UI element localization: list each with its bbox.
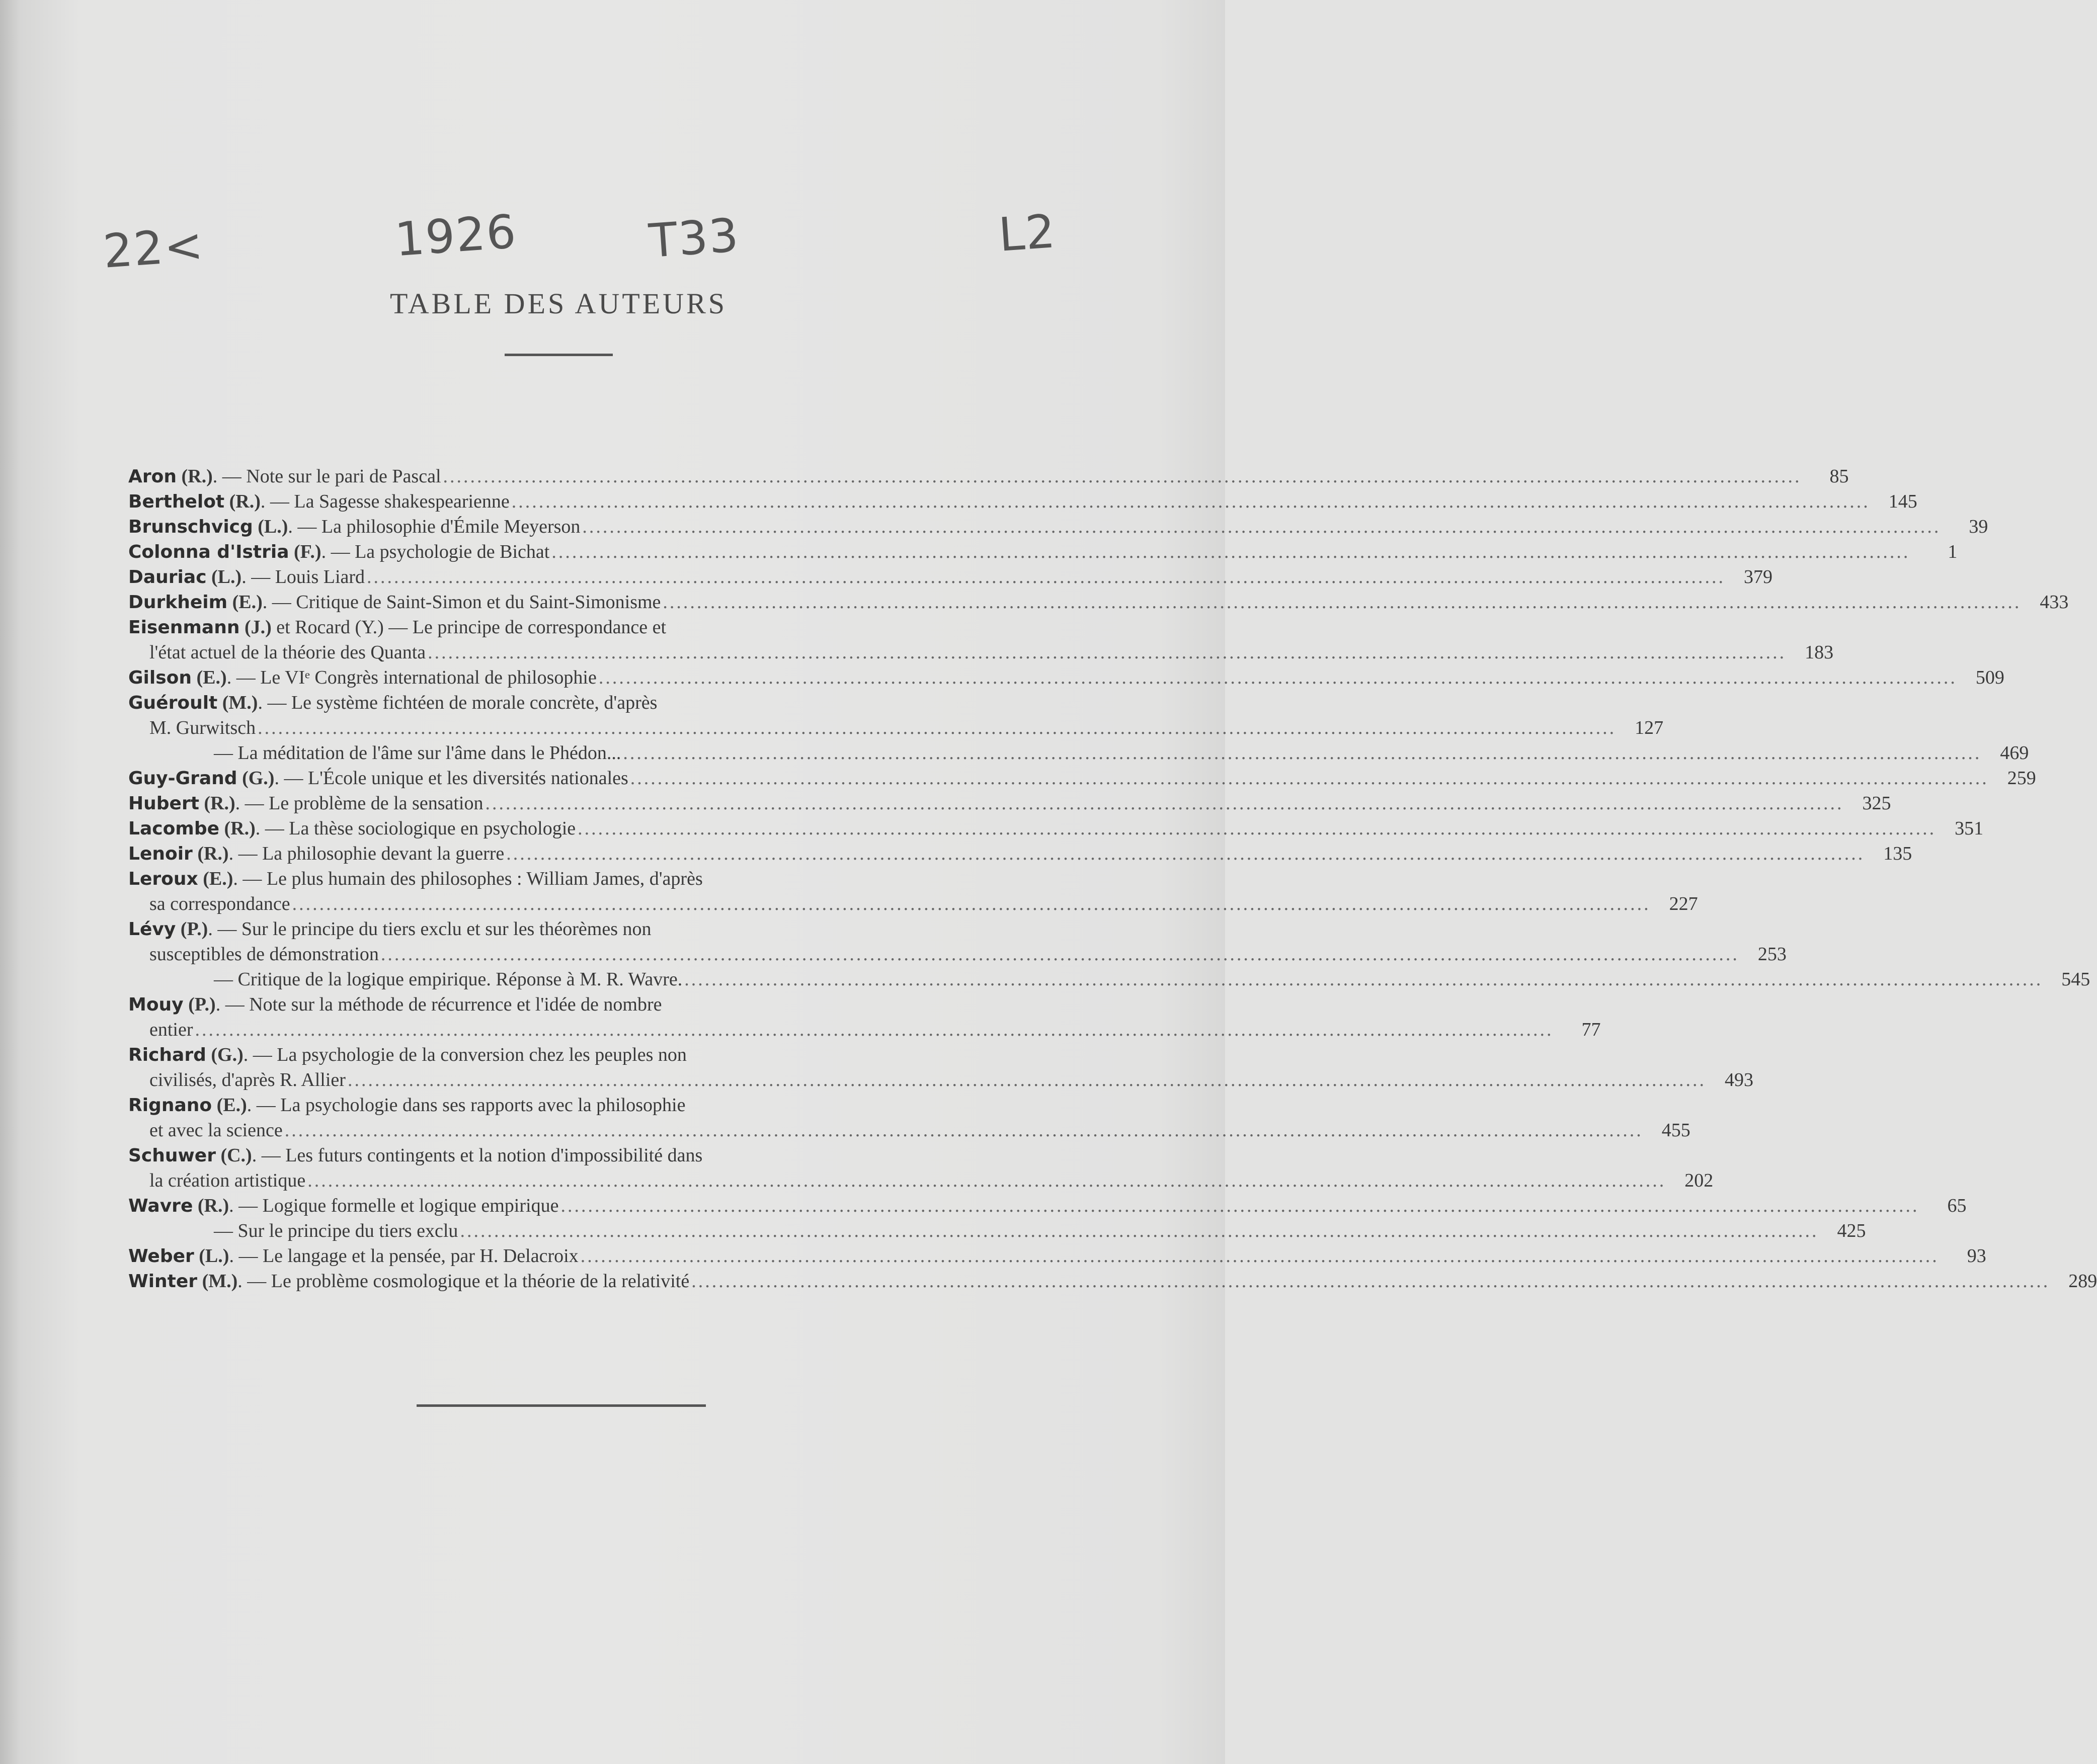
author-name: Wavre [128, 1196, 193, 1216]
page-number: 259 [2007, 768, 2036, 789]
index-entry [128, 514, 1988, 539]
article-title: . — La Sagesse shakespearienne [260, 491, 510, 512]
leader-dots [290, 891, 1653, 916]
leader-dots [305, 1168, 1668, 1193]
index-entry [128, 640, 1834, 665]
article-title: . — Critique de Saint-Simon et du Saint-Simonisme [262, 592, 661, 613]
index-entry [128, 564, 1773, 590]
index-entry [128, 665, 2004, 690]
page-number: 289 [2068, 1271, 2097, 1292]
index-entry [128, 690, 994, 715]
index-entry [128, 590, 2069, 615]
leader-dots [504, 841, 1867, 866]
index-entry [128, 791, 1891, 816]
author-index [128, 464, 2097, 1294]
leader-dots [580, 514, 1943, 539]
article-title: . — La philosophie d'Émile Meyerson [288, 516, 581, 537]
index-entry [128, 1118, 1690, 1143]
article-title: . — Louis Liard [241, 566, 365, 587]
page-number: 85 [1829, 466, 1849, 487]
index-entry [128, 1168, 1714, 1193]
page-number: 135 [1883, 843, 1912, 864]
article-title-continued: et avec la science [149, 1120, 283, 1141]
leader-dots [483, 791, 1845, 816]
index-entry [128, 740, 2029, 766]
article-title-continued: civilisés, d'après R. Allier [149, 1069, 346, 1090]
page-number: 493 [1724, 1069, 1753, 1090]
leader-dots [597, 665, 1959, 690]
leader-dots [426, 640, 1788, 665]
author-name: Hubert [128, 793, 199, 814]
index-entry [128, 1269, 2097, 1294]
author-initial: (M.) [197, 1271, 238, 1292]
index-entry [128, 891, 1698, 916]
leader-dots [346, 1067, 1708, 1093]
leader-dots [576, 816, 1938, 841]
author-initial: (E.) [198, 868, 233, 889]
article-title: . — La psychologie dans ses rapports avec la philosophie [247, 1095, 686, 1116]
author-initial: (G.) [237, 768, 275, 789]
article-title: . — La psychologie de la conversion chez les peuples non [243, 1044, 687, 1065]
index-entry [128, 841, 1912, 866]
author-name: Mouy [128, 994, 184, 1015]
author-name: Colonna d'Istria [128, 542, 289, 562]
article-title-continued: susceptibles de démonstration [149, 944, 379, 965]
handwritten-note: 22< [101, 218, 206, 279]
author-initial: (G.) [206, 1044, 244, 1065]
article-title-same-author: — Critique de la logique empirique. Réponse à M. R. Wavre. [214, 969, 683, 990]
page-number: 145 [1888, 491, 1917, 512]
leader-dots [283, 1118, 1645, 1143]
article-title-continued: M. Gurwitsch [149, 717, 256, 738]
index-entry [128, 967, 2090, 992]
author-name: Guéroult [128, 693, 218, 713]
article-title-continued: entier [149, 1019, 193, 1040]
article-title: . — Note sur le pari de Pascal [212, 466, 441, 487]
author-initial: (P.) [183, 994, 216, 1015]
author-name: Eisenmann [128, 617, 240, 638]
article-title: . — Le problème cosmologique et la théorie de la relativité [237, 1271, 690, 1292]
index-entry [128, 992, 994, 1017]
article-title-continued: sa correspondance [149, 893, 290, 914]
handwritten-note: L2 [997, 204, 1058, 262]
author-name: Berthelot [128, 491, 225, 512]
index-entry [128, 1218, 1866, 1243]
leader-dots [661, 590, 2023, 615]
author-initial: (E.) [227, 592, 263, 613]
index-entry [128, 916, 994, 942]
article-title: . — Le VIᵉ Congrès international de philosophie [226, 667, 597, 688]
article-title: . — La thèse sociologique en psychologie [255, 818, 576, 839]
author-initial: (R.) [219, 818, 256, 839]
leader-dots [689, 1269, 2052, 1294]
page-number: 227 [1669, 893, 1698, 914]
page-number: 1 [1948, 541, 1958, 562]
article-title: . — Le système fichtéen de morale concrète, d'après [258, 692, 658, 713]
page-number: 545 [2061, 969, 2090, 990]
index-entry [128, 866, 994, 891]
author-name: Leroux [128, 869, 198, 889]
page-number: 469 [2000, 742, 2029, 764]
author-initial: (F.) [289, 541, 321, 562]
page-number: 77 [1581, 1019, 1601, 1040]
index-entry [128, 539, 1958, 564]
article-title: . — Le plus humain des philosophes : William James, d'après [233, 868, 703, 889]
title-divider [505, 354, 613, 356]
page-number: 93 [1967, 1245, 1986, 1267]
leader-dots [628, 766, 1991, 791]
author-name: Winter [128, 1271, 198, 1292]
author-initial: (R.) [193, 1195, 229, 1216]
index-entry [128, 766, 2036, 791]
index-entry [128, 489, 1917, 514]
author-name: Lévy [128, 919, 176, 940]
article-title: . — Logique formelle et logique empirique [229, 1195, 559, 1216]
author-name: Brunschvicg [128, 517, 253, 537]
author-name: Richard [128, 1045, 206, 1065]
author-initial: (L.) [194, 1245, 229, 1267]
leader-dots [458, 1218, 1820, 1243]
page-number: 253 [1757, 944, 1787, 965]
leader-dots [365, 564, 1727, 590]
leader-dots [379, 942, 1741, 967]
leader-dots [621, 740, 1983, 766]
index-entry [128, 1093, 994, 1118]
article-title: et Rocard (Y.) — Le principe de correspondance et [271, 617, 667, 638]
page-number: 325 [1862, 793, 1891, 814]
index-entry [128, 1143, 994, 1168]
index-entry [128, 1017, 1601, 1042]
article-title: . — L'École unique et les diversités nationales [274, 768, 628, 789]
article-title-same-author: — La méditation de l'âme sur l'âme dans le Phédon... [214, 742, 621, 764]
author-name: Dauriac [128, 567, 207, 587]
article-title: . — La psychologie de Bichat [321, 541, 550, 562]
page-number: 455 [1661, 1120, 1690, 1141]
index-entry [128, 942, 1787, 967]
page-number: 379 [1744, 566, 1773, 587]
leader-dots [510, 489, 1872, 514]
page-number: 65 [1947, 1195, 1967, 1216]
leader-dots [256, 715, 1618, 740]
author-name: Lacombe [128, 818, 220, 839]
author-initial: (M.) [217, 692, 258, 713]
article-title: . — Sur le principe du tiers exclu et sur les théorèmes non [208, 918, 652, 940]
author-name: Rignano [128, 1095, 212, 1116]
article-title: . — Le langage et la pensée, par H. Delacroix [229, 1245, 579, 1267]
author-initial: (J.) [239, 617, 272, 638]
author-initial: (R.) [176, 466, 213, 487]
page-number: 183 [1805, 642, 1834, 663]
leader-dots [682, 967, 2045, 992]
author-name: Guy-Grand [128, 768, 237, 789]
leader-dots [193, 1017, 1556, 1042]
leader-dots [441, 464, 1804, 489]
author-name: Aron [128, 466, 177, 487]
index-entry [128, 1193, 1967, 1218]
page-number: 433 [2040, 592, 2069, 613]
page-number: 351 [1955, 818, 1984, 839]
leader-dots [579, 1243, 1941, 1269]
index-entry [128, 715, 1664, 740]
author-initial: (L.) [206, 566, 242, 587]
article-title: . — Les futurs contingents et la notion d'impossibilité dans [252, 1145, 703, 1166]
leader-dots [558, 1193, 1921, 1218]
index-entry [128, 464, 1849, 489]
author-initial: (R.) [192, 843, 229, 864]
handwritten-note: T33 [647, 208, 741, 269]
author-name: Durkheim [128, 592, 228, 613]
index-entry [128, 1243, 1986, 1269]
handwritten-note: 1926 [393, 204, 519, 267]
author-initial: (E.) [212, 1095, 247, 1116]
author-name: Schuwer [128, 1145, 216, 1166]
index-entry [128, 1042, 994, 1067]
index-entry [128, 1067, 1753, 1093]
author-initial: (E.) [192, 667, 227, 688]
leader-dots [549, 539, 1912, 564]
article-title-same-author: — Sur le principe du tiers exclu [214, 1220, 458, 1241]
author-initial: (C.) [215, 1145, 252, 1166]
page-number: 509 [1975, 667, 2004, 688]
page-number: 127 [1635, 717, 1664, 738]
page-number: 202 [1684, 1170, 1714, 1191]
author-name: Lenoir [128, 844, 193, 864]
article-title-continued: l'état actuel de la théorie des Quanta [149, 642, 426, 663]
article-title: . — Note sur la méthode de récurrence et l'idée de nombre [215, 994, 662, 1015]
index-entry [128, 615, 994, 640]
index-entry [128, 816, 1984, 841]
article-title: . — Le problème de la sensation [235, 793, 483, 814]
author-initial: (L.) [253, 516, 288, 537]
author-initial: (R.) [224, 491, 261, 512]
author-initial: (P.) [176, 918, 208, 940]
author-name: Weber [128, 1246, 194, 1267]
closing-divider [417, 1404, 706, 1407]
author-initial: (R.) [199, 793, 235, 814]
author-name: Gilson [128, 667, 192, 688]
article-title: . — La philosophie devant la guerre [228, 843, 505, 864]
page-number: 39 [1969, 516, 1988, 537]
article-title-continued: la création artistique [149, 1170, 306, 1191]
page-number: 425 [1837, 1220, 1866, 1241]
page-title: TABLE DES AUTEURS [389, 287, 728, 320]
